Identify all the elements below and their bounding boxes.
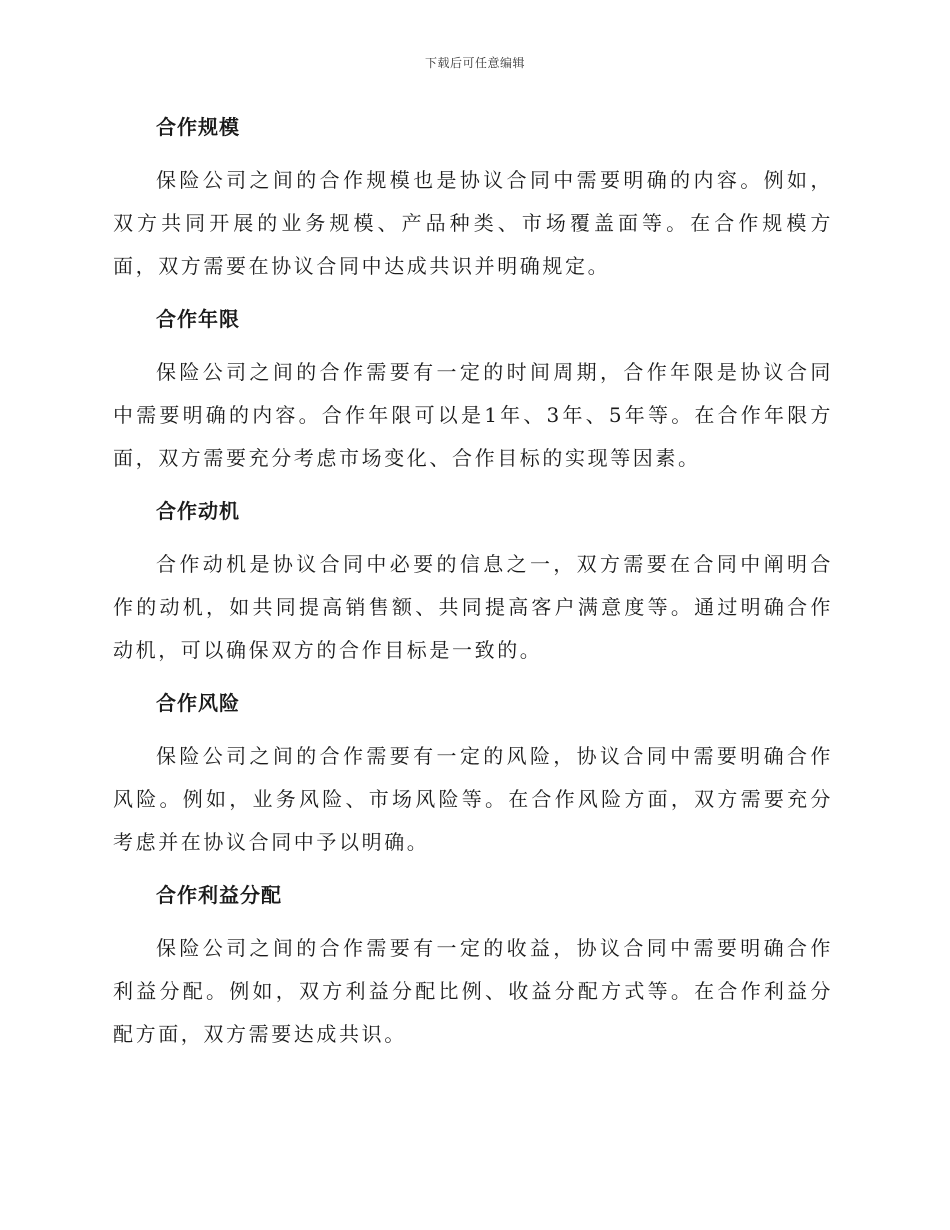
section-motivation — [113, 492, 833, 672]
section-heading: 合作动机 — [156, 499, 240, 523]
section-scale — [113, 108, 833, 288]
section-paragraph: 保险公司之间的合作需要有一定的风险，协议合同中需要明确合作风险。例如，业务风险、市场风险等。在合作风险方面，双方需要充分考虑并在协议合同中予以明确。 — [113, 744, 833, 854]
page-header-note: 下载后可任意编辑 — [424, 56, 525, 70]
section-risk — [113, 684, 833, 864]
section-paragraph: 保险公司之间的合作需要有一定的收益，协议合同中需要明确合作利益分配。例如，双方利益分配比例、收益分配方式等。在合作利益分配方面，双方需要达成共识。 — [113, 936, 833, 1046]
section-heading: 合作年限 — [156, 307, 240, 331]
section-paragraph: 保险公司之间的合作需要有一定的时间周期，合作年限是协议合同中需要明确的内容。合作年限可以是1年、3年、5年等。在合作年限方面，双方需要充分考虑市场变化、合作目标的实现等因素。 — [113, 360, 833, 470]
section-paragraph: 保险公司之间的合作规模也是协议合同中需要明确的内容。例如，双方共同开展的业务规模、产品种类、市场覆盖面等。在合作规模方面，双方需要在协议合同中达成共识并明确规定。 — [113, 168, 833, 278]
document-body — [113, 108, 833, 1068]
section-heading: 合作风险 — [156, 691, 240, 715]
section-term — [113, 300, 833, 480]
section-heading: 合作利益分配 — [156, 883, 282, 907]
section-heading: 合作规模 — [156, 115, 240, 139]
section-profit-distribution — [113, 876, 833, 1056]
section-paragraph: 合作动机是协议合同中必要的信息之一，双方需要在合同中阐明合作的动机，如共同提高销售额、共同提高客户满意度等。通过明确合作动机，可以确保双方的合作目标是一致的。 — [113, 552, 833, 662]
